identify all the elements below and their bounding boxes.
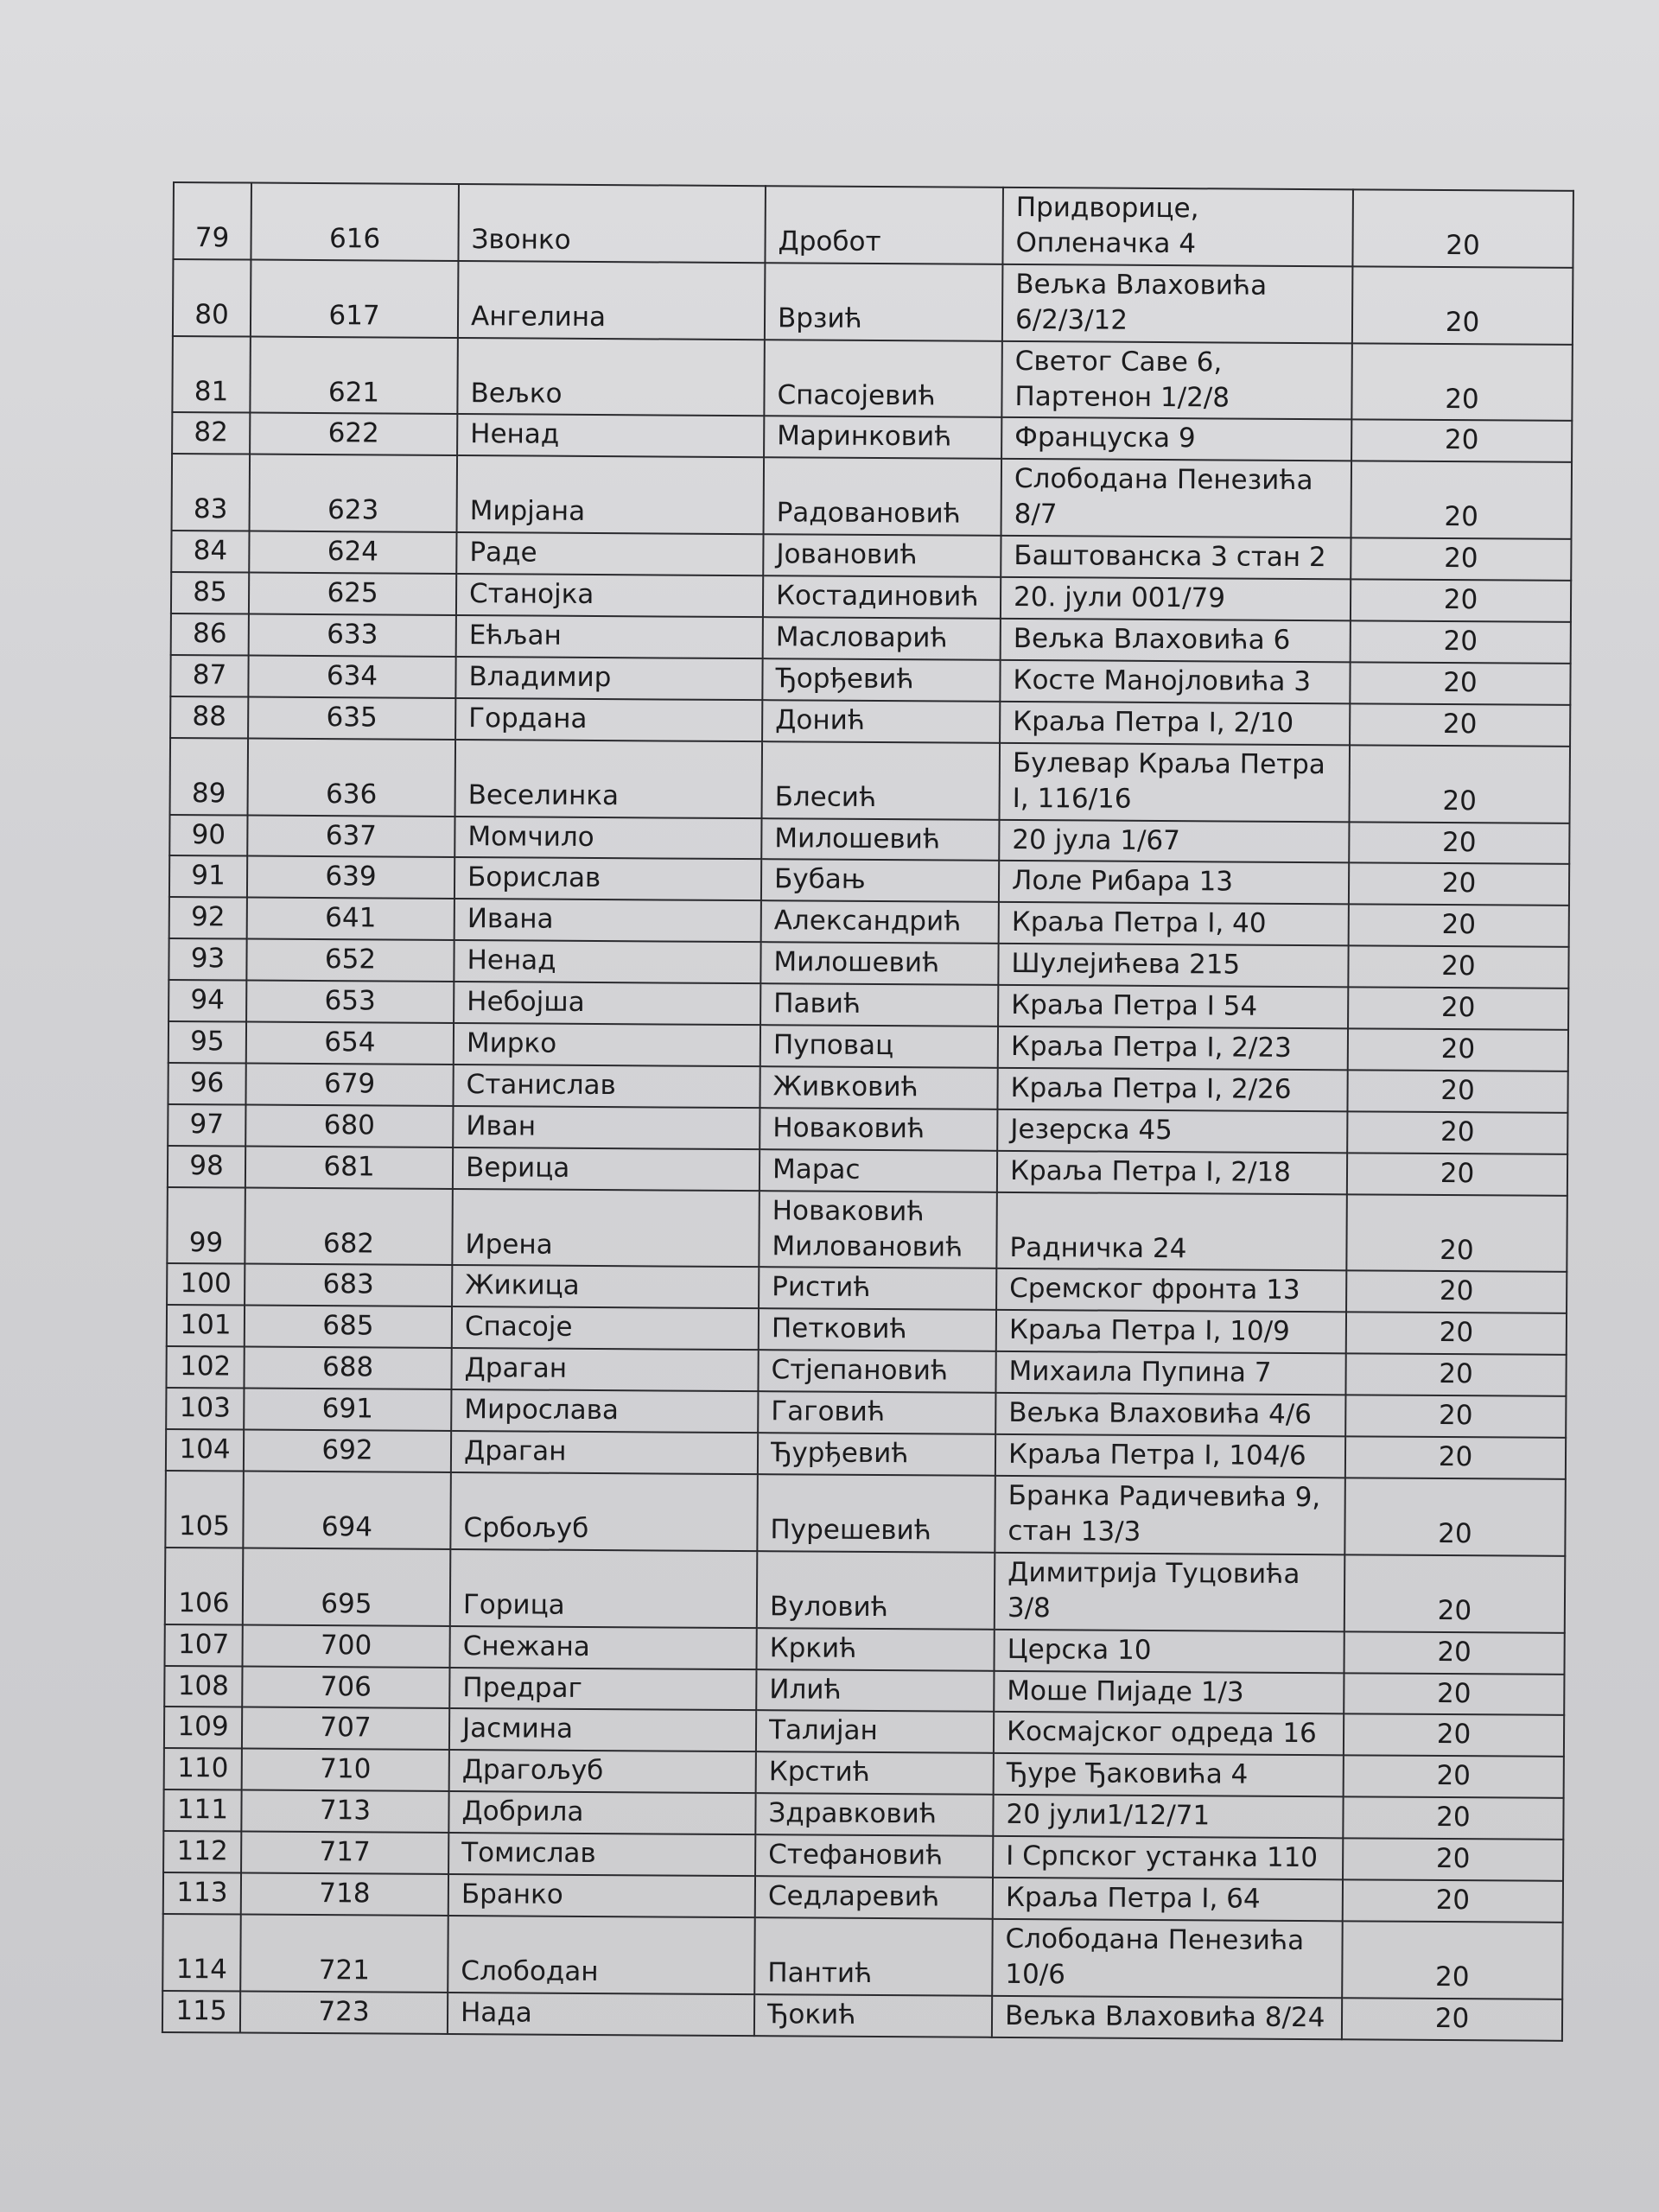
amount-cell: 20 xyxy=(1346,1271,1567,1313)
row-number-cell: 100 xyxy=(167,1263,245,1305)
row-number-cell: 111 xyxy=(163,1789,241,1831)
address-cell: Краља Петра I, 2/26 xyxy=(997,1068,1347,1111)
first-name-cell: Бранко xyxy=(448,1874,755,1917)
id-cell: 680 xyxy=(245,1104,453,1147)
address-cell: Ђуре Ђаковића 4 xyxy=(994,1753,1344,1796)
last-name-cell: Милошевић xyxy=(761,818,999,861)
last-name-cell: Петковић xyxy=(759,1309,996,1352)
amount-cell: 20 xyxy=(1344,1756,1564,1798)
table-row xyxy=(162,1991,1562,2041)
row-number-cell: 86 xyxy=(171,613,249,655)
address-cell: Вељка Влаховића 4/6 xyxy=(995,1393,1345,1436)
row-number-cell: 88 xyxy=(170,696,248,738)
id-cell: 617 xyxy=(251,259,459,337)
table-row xyxy=(172,336,1573,422)
amount-cell: 20 xyxy=(1348,987,1568,1029)
last-name-cell: Пурешевић xyxy=(757,1474,995,1552)
amount-cell: 20 xyxy=(1343,1879,1563,1922)
first-name-cell: Ангелина xyxy=(458,261,766,340)
amount-cell: 20 xyxy=(1342,1921,1563,1999)
amount-cell: 20 xyxy=(1345,1354,1566,1396)
id-cell: 621 xyxy=(250,336,458,414)
address-cell: Шулејићева 215 xyxy=(998,944,1348,987)
row-number-cell: 84 xyxy=(171,531,249,572)
row-number-cell: 113 xyxy=(163,1872,241,1914)
last-name-cell: Врзић xyxy=(765,263,1003,340)
amount-cell: 20 xyxy=(1348,1028,1568,1071)
row-number-cell: 91 xyxy=(169,855,247,897)
id-cell: 639 xyxy=(247,856,454,899)
address-cell: Димитрија Туцовића 3/8 xyxy=(995,1553,1345,1631)
row-number-cell: 98 xyxy=(168,1146,245,1187)
first-name-cell: Мирослава xyxy=(451,1389,758,1433)
address-cell: Радничка 24 xyxy=(996,1192,1347,1271)
id-cell: 623 xyxy=(250,454,458,532)
id-cell: 653 xyxy=(246,981,454,1023)
id-cell: 633 xyxy=(249,614,456,657)
id-cell: 636 xyxy=(248,738,456,816)
id-cell: 695 xyxy=(243,1548,451,1625)
last-name-cell: Здравковић xyxy=(755,1793,993,1836)
first-name-cell: Жикица xyxy=(452,1265,759,1308)
table-body xyxy=(162,182,1573,2041)
id-cell: 700 xyxy=(243,1624,450,1667)
address-cell: Косте Манојловића 3 xyxy=(1000,660,1350,703)
row-number-cell: 106 xyxy=(165,1548,244,1624)
id-cell: 691 xyxy=(244,1389,451,1431)
address-cell: Краља Петра I, 10/9 xyxy=(996,1310,1346,1353)
row-number-cell: 101 xyxy=(167,1305,245,1346)
address-cell: Краља Петра I, 40 xyxy=(999,902,1349,945)
amount-cell: 20 xyxy=(1352,266,1573,344)
amount-cell: 20 xyxy=(1344,1714,1564,1757)
last-name-cell: Масловарић xyxy=(763,617,1001,660)
last-name-cell: Ристић xyxy=(759,1268,996,1311)
id-cell: 616 xyxy=(251,183,459,261)
amount-cell: 20 xyxy=(1349,822,1569,864)
first-name-cell: Добрила xyxy=(448,1791,755,1834)
address-cell: Церска 10 xyxy=(994,1629,1344,1672)
amount-cell: 20 xyxy=(1342,1998,1562,2040)
table-row xyxy=(162,1914,1563,1999)
last-name-cell: Седларевић xyxy=(755,1876,993,1919)
id-cell: 706 xyxy=(242,1666,449,1708)
last-name-cell: Крстић xyxy=(756,1752,994,1796)
table-row xyxy=(173,259,1573,345)
table-row xyxy=(165,1471,1566,1556)
row-number-cell: 82 xyxy=(172,412,250,454)
amount-cell: 20 xyxy=(1351,420,1572,462)
address-cell: 20 јули1/12/71 xyxy=(993,1795,1343,1838)
amount-cell: 20 xyxy=(1344,1478,1566,1555)
last-name-cell: Талијан xyxy=(756,1711,994,1754)
first-name-cell: Јасмина xyxy=(449,1708,756,1751)
amount-cell: 20 xyxy=(1347,1153,1567,1195)
amount-cell: 20 xyxy=(1344,1673,1564,1715)
last-name-cell: Стефановић xyxy=(755,1834,993,1878)
amount-cell: 20 xyxy=(1343,1838,1563,1880)
address-cell: Бранка Радичевића 9, стан 13/3 xyxy=(995,1476,1345,1554)
id-cell: 652 xyxy=(246,939,454,982)
first-name-cell: Ненад xyxy=(454,940,760,983)
address-cell: Баштованска 3 стан 2 xyxy=(1001,536,1351,579)
row-number-cell: 105 xyxy=(165,1471,244,1548)
row-number-cell: 115 xyxy=(162,1991,240,2032)
last-name-cell: Живковић xyxy=(760,1066,997,1109)
address-cell: Придворице, Опленачка 4 xyxy=(1002,188,1353,266)
first-name-cell: Драган xyxy=(451,1431,758,1474)
table-row xyxy=(167,1187,1567,1273)
row-number-cell: 90 xyxy=(169,814,247,855)
first-name-cell: Верица xyxy=(453,1147,760,1191)
table-row xyxy=(165,1548,1566,1633)
id-cell: 634 xyxy=(248,655,455,697)
address-cell: Краља Петра I, 2/10 xyxy=(1000,702,1350,745)
amount-cell: 20 xyxy=(1345,1436,1566,1478)
id-cell: 688 xyxy=(244,1347,451,1389)
first-name-cell: Ећљан xyxy=(456,615,763,658)
address-cell: Краља Петра I, 2/18 xyxy=(997,1151,1347,1194)
first-name-cell: Томислав xyxy=(448,1833,755,1876)
amount-cell: 20 xyxy=(1351,461,1573,539)
last-name-cell: Донић xyxy=(762,700,1000,743)
row-number-cell: 110 xyxy=(164,1748,242,1789)
amount-cell: 20 xyxy=(1348,946,1568,988)
first-name-cell: Веселинка xyxy=(455,740,763,818)
address-cell: Краља Петра I, 2/23 xyxy=(998,1027,1348,1070)
amount-cell: 20 xyxy=(1351,579,1571,621)
address-cell: I Српског устанка 110 xyxy=(993,1836,1343,1879)
amount-cell: 20 xyxy=(1347,1070,1567,1112)
first-name-cell: Гордана xyxy=(455,698,762,741)
amount-cell: 20 xyxy=(1350,745,1571,823)
first-name-cell: Драгољуб xyxy=(449,1750,756,1793)
amount-cell: 20 xyxy=(1344,1554,1566,1632)
id-cell: 624 xyxy=(249,531,456,574)
row-number-cell: 112 xyxy=(163,1831,241,1872)
id-cell: 625 xyxy=(249,573,456,615)
last-name-cell: Маринковић xyxy=(764,416,1001,460)
last-name-cell: Радовановић xyxy=(764,458,1002,536)
amount-cell: 20 xyxy=(1350,662,1570,704)
address-cell: Вељка Влаховића 6/2/3/12 xyxy=(1002,264,1353,343)
first-name-cell: Снежана xyxy=(450,1626,757,1669)
id-cell: 622 xyxy=(250,413,457,455)
first-name-cell: Ирена xyxy=(452,1189,760,1268)
id-cell: 685 xyxy=(245,1306,452,1348)
row-number-cell: 81 xyxy=(172,336,251,413)
member-table xyxy=(162,181,1574,2042)
row-number-cell: 102 xyxy=(166,1346,244,1388)
last-name-cell: Спасојевић xyxy=(764,340,1002,417)
last-name-cell: Стјепановић xyxy=(758,1350,995,1393)
address-cell: Сремског фронта 13 xyxy=(996,1268,1346,1312)
last-name-cell: Павић xyxy=(760,983,998,1027)
last-name-cell: Дробот xyxy=(765,186,1003,264)
first-name-cell: Вељко xyxy=(457,338,765,416)
amount-cell: 20 xyxy=(1346,1194,1567,1272)
first-name-cell: Драган xyxy=(451,1348,758,1391)
amount-cell: 20 xyxy=(1352,189,1573,267)
address-cell: Лоле Рибара 13 xyxy=(999,861,1349,904)
row-number-cell: 108 xyxy=(164,1666,242,1707)
row-number-cell: 95 xyxy=(168,1021,246,1063)
id-cell: 721 xyxy=(240,1914,448,1992)
address-cell: 20. јули 001/79 xyxy=(1001,577,1351,620)
amount-cell: 20 xyxy=(1346,1313,1567,1355)
amount-cell: 20 xyxy=(1351,537,1571,580)
amount-cell: 20 xyxy=(1349,863,1569,906)
id-cell: 710 xyxy=(242,1749,449,1791)
row-number-cell: 80 xyxy=(173,259,251,336)
address-cell: Слободана Пенезића 10/6 xyxy=(992,1919,1343,1998)
last-name-cell: Ђурђевић xyxy=(758,1433,995,1476)
address-cell: Моше Пијаде 1/3 xyxy=(994,1670,1344,1713)
address-cell: Језерска 45 xyxy=(997,1109,1347,1153)
last-name-cell: Пуповац xyxy=(760,1025,998,1068)
first-name-cell: Предраг xyxy=(449,1668,756,1711)
amount-cell: 20 xyxy=(1347,1111,1567,1154)
amount-cell: 20 xyxy=(1351,343,1573,421)
row-number-cell: 96 xyxy=(168,1063,245,1104)
id-cell: 683 xyxy=(245,1264,452,1306)
first-name-cell: Нада xyxy=(448,1993,754,2036)
first-name-cell: Раде xyxy=(456,532,763,575)
first-name-cell: Србољуб xyxy=(450,1472,758,1551)
first-name-cell: Ивана xyxy=(454,899,761,942)
row-number-cell: 109 xyxy=(164,1707,242,1748)
table-row xyxy=(173,182,1573,268)
address-cell: Краља Петра I 54 xyxy=(998,985,1348,1028)
row-number-cell: 87 xyxy=(170,655,248,696)
id-cell: 723 xyxy=(240,1991,448,2033)
last-name-cell: Александрић xyxy=(761,900,999,944)
address-cell: Слободана Пенезића 8/7 xyxy=(1001,459,1352,537)
last-name-cell: Блесић xyxy=(762,741,1001,819)
last-name-cell: Илић xyxy=(756,1669,994,1713)
row-number-cell: 92 xyxy=(169,897,247,938)
row-number-cell: 93 xyxy=(168,938,246,980)
document-sheet xyxy=(162,181,1573,2042)
last-name-cell: Ђорђевић xyxy=(762,658,1000,702)
id-cell: 682 xyxy=(245,1187,453,1265)
last-name-cell: Гаговић xyxy=(758,1391,995,1434)
last-name-cell: Костадиновић xyxy=(763,575,1001,619)
first-name-cell: Горица xyxy=(450,1549,758,1628)
first-name-cell: Ненад xyxy=(457,414,764,457)
first-name-cell: Слободан xyxy=(448,1916,755,1994)
first-name-cell: Мирјана xyxy=(457,455,765,534)
amount-cell: 20 xyxy=(1351,620,1571,663)
id-cell: 694 xyxy=(243,1471,451,1549)
id-cell: 718 xyxy=(241,1873,448,1916)
id-cell: 707 xyxy=(242,1707,449,1750)
last-name-cell: Ђокић xyxy=(754,1994,992,2037)
amount-cell: 20 xyxy=(1343,1797,1563,1840)
first-name-cell: Иван xyxy=(453,1106,760,1149)
row-number-cell: 94 xyxy=(168,980,246,1021)
row-number-cell: 99 xyxy=(167,1187,245,1264)
last-name-cell: Бубањ xyxy=(761,860,999,903)
address-cell: Краља Петра I, 104/6 xyxy=(995,1434,1345,1478)
address-cell: Космајског одреда 16 xyxy=(994,1712,1344,1755)
row-number-cell: 89 xyxy=(170,738,249,815)
last-name-cell: Пантић xyxy=(754,1917,993,1995)
last-name-cell: Кркић xyxy=(756,1628,994,1671)
row-number-cell: 107 xyxy=(165,1624,243,1666)
first-name-cell: Станојка xyxy=(456,574,763,617)
first-name-cell: Станислав xyxy=(453,1065,760,1108)
first-name-cell: Звонко xyxy=(458,184,766,263)
last-name-cell: Марас xyxy=(760,1149,997,1192)
row-number-cell: 103 xyxy=(166,1388,244,1429)
id-cell: 654 xyxy=(246,1022,454,1065)
address-cell: 20 јула 1/67 xyxy=(999,819,1349,862)
last-name-cell: Јовановић xyxy=(763,534,1001,577)
address-cell: Краља Петра I, 64 xyxy=(993,1878,1343,1921)
id-cell: 681 xyxy=(245,1146,453,1188)
id-cell: 641 xyxy=(247,898,454,940)
id-cell: 635 xyxy=(248,696,455,739)
amount-cell: 20 xyxy=(1350,703,1570,746)
amount-cell: 20 xyxy=(1349,905,1569,947)
address-cell: Михаила Пупина 7 xyxy=(995,1351,1345,1395)
id-cell: 717 xyxy=(241,1832,448,1874)
address-cell: Вељка Влаховића 8/24 xyxy=(992,1996,1342,2039)
first-name-cell: Момчило xyxy=(454,817,761,860)
row-number-cell: 114 xyxy=(162,1914,241,1991)
id-cell: 692 xyxy=(244,1430,451,1472)
address-cell: Светог Саве 6, Партенон 1/2/8 xyxy=(1001,340,1352,419)
first-name-cell: Спасоје xyxy=(452,1306,759,1350)
last-name-cell: Новаковић Миловановић xyxy=(759,1191,997,1268)
id-cell: 713 xyxy=(241,1790,448,1833)
row-number-cell: 85 xyxy=(171,572,249,613)
id-cell: 637 xyxy=(247,815,454,857)
row-number-cell: 83 xyxy=(172,454,251,531)
amount-cell: 20 xyxy=(1344,1631,1564,1674)
table-row xyxy=(170,738,1571,823)
row-number-cell: 97 xyxy=(168,1104,245,1146)
first-name-cell: Владимир xyxy=(455,657,762,700)
row-number-cell: 104 xyxy=(166,1429,244,1471)
row-number-cell: 79 xyxy=(173,182,251,259)
id-cell: 679 xyxy=(245,1063,453,1105)
address-cell: Француска 9 xyxy=(1001,417,1351,461)
address-cell: Вељка Влаховића 6 xyxy=(1001,619,1351,662)
last-name-cell: Вуловић xyxy=(757,1551,995,1629)
last-name-cell: Милошевић xyxy=(760,942,998,985)
table-row xyxy=(172,454,1573,539)
first-name-cell: Небојша xyxy=(454,982,760,1025)
address-cell: Булевар Краља Петра I, 116/16 xyxy=(1000,743,1351,822)
amount-cell: 20 xyxy=(1345,1395,1566,1438)
last-name-cell: Новаковић xyxy=(760,1108,997,1151)
first-name-cell: Борислав xyxy=(454,857,761,900)
first-name-cell: Мирко xyxy=(454,1023,760,1066)
